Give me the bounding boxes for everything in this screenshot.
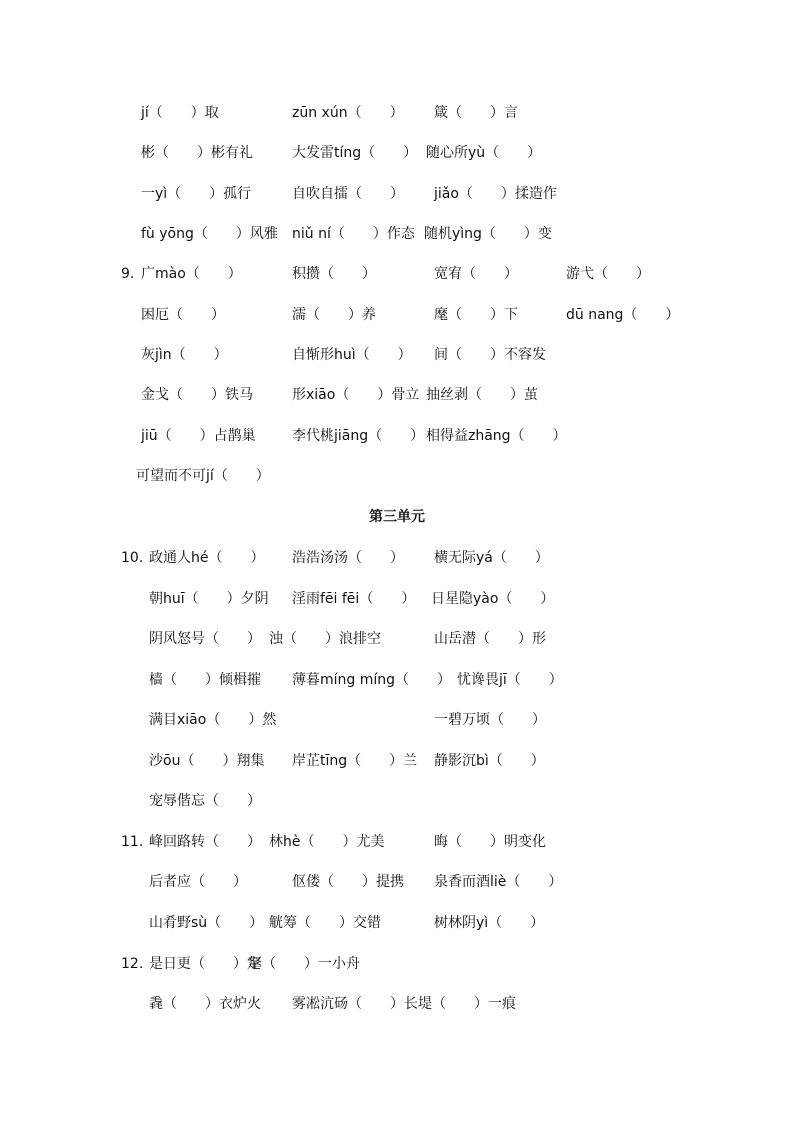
exercise-item: 晦（ ）明变化	[434, 834, 546, 850]
exercise-item: 抽丝剥（ ）茧	[426, 387, 538, 403]
exercise-item: 广mào（ ）	[141, 266, 242, 282]
exercise-row	[0, 224, 794, 244]
exercise-item: 静影沉bì（ ）	[434, 753, 545, 769]
exercise-item: 可望而不可jí（ ）	[136, 468, 270, 484]
exercise-item: 间（ ）不容发	[434, 347, 546, 363]
exercise-item: 濡（ ）养	[292, 307, 376, 323]
exercise-item: 横无际yá（ ）	[434, 550, 549, 566]
exercise-item: 日星隐yào（ ）	[431, 591, 555, 607]
exercise-item: 随心所yù（ ）	[426, 145, 542, 161]
exercise-item: 拏（ ）一小舟	[248, 956, 360, 972]
exercise-item: 林hè（ ）尤美	[269, 834, 385, 850]
exercise-item: 觥筹（ ）交错	[269, 915, 381, 931]
exercise-row	[0, 710, 794, 730]
exercise-item: 忧谗畏jī（ ）	[457, 672, 563, 688]
exercise-item: 积攒（ ）	[292, 266, 376, 282]
exercise-item: 峰回路转（ ）	[149, 834, 261, 850]
exercise-row	[0, 548, 794, 568]
exercise-item: dū nang（ ）	[566, 307, 680, 323]
exercise-item: 相得益zhāng（ ）	[426, 428, 567, 444]
exercise-item: 自惭形huì（ ）	[292, 347, 412, 363]
exercise-item: 宠辱偕忘（ ）	[149, 793, 261, 809]
exercise-item: 一yì（ ）孤行	[141, 186, 252, 202]
exercise-row	[0, 832, 794, 852]
exercise-item: 随机yìng（ ）变	[424, 226, 552, 242]
exercise-item: 雾凇沆砀（ ）长堤（ ）一痕	[292, 996, 516, 1012]
exercise-row	[0, 385, 794, 405]
exercise-item: zūn xún（ ）	[292, 105, 404, 121]
exercise-item: 政通人hé（ ）	[149, 550, 265, 566]
exercise-row	[0, 872, 794, 892]
exercise-row	[0, 994, 794, 1014]
exercise-item: 灰jìn（ ）	[141, 347, 228, 363]
exercise-item: 李代桃jiāng（ ）	[292, 428, 425, 444]
exercise-item: 岸芷tīng（ ）兰	[292, 753, 418, 769]
exercise-item: 沙ōu（ ）翔集	[149, 753, 265, 769]
exercise-row	[0, 751, 794, 771]
exercise-item: 困厄（ ）	[141, 307, 225, 323]
question-number: 9.	[121, 266, 135, 282]
exercise-item: 薄暮míng míng（ ）	[292, 672, 452, 688]
exercise-item: 浊（ ）浪排空	[269, 631, 381, 647]
exercise-row	[0, 954, 794, 974]
exercise-item: 满目xiāo（ ）然	[149, 712, 277, 728]
exercise-item: 后者应（ ）	[149, 874, 247, 890]
exercise-item: 伛偻（ ）提携	[292, 874, 404, 890]
exercise-item: jiǎo（ ）揉造作	[434, 186, 557, 202]
section-title: 第三单元	[369, 509, 425, 525]
exercise-item: 淫雨fēi fēi（ ）	[292, 591, 416, 607]
exercise-item: fù yōng（ ）风雅	[141, 226, 278, 242]
exercise-row	[0, 143, 794, 163]
exercise-row	[0, 426, 794, 446]
exercise-item: 樯（ ）倾楫摧	[149, 672, 261, 688]
exercise-row	[0, 913, 794, 933]
question-number: 10.	[121, 550, 144, 566]
exercise-item: 游弋（ ）	[566, 266, 650, 282]
exercise-row	[0, 589, 794, 609]
exercise-row	[0, 184, 794, 204]
exercise-row	[0, 791, 794, 811]
exercise-item: 浩浩汤汤（ ）	[292, 550, 404, 566]
exercise-item: 宽宥（ ）	[434, 266, 518, 282]
exercise-row	[0, 670, 794, 690]
exercise-row	[0, 103, 794, 123]
exercise-row	[0, 466, 794, 486]
exercise-item: 山岳潜（ ）形	[434, 631, 546, 647]
question-number: 12.	[121, 956, 144, 972]
exercise-item: 彬（ ）彬有礼	[141, 145, 253, 161]
exercise-row	[0, 629, 794, 649]
exercise-item: 泉香而酒liè（ ）	[434, 874, 563, 890]
exercise-item: 是日更（ ）定	[149, 956, 261, 972]
exercise-item: 阴风怒号（ ）	[149, 631, 261, 647]
exercise-row	[0, 264, 794, 284]
exercise-item: 一碧万顷（ ）	[434, 712, 546, 728]
exercise-item: 大发雷tíng（ ）	[292, 145, 418, 161]
exercise-item: jiū（ ）占鹊巢	[141, 428, 256, 444]
exercise-item: 树林阴yì（ ）	[434, 915, 545, 931]
exercise-item: jí（ ）取	[141, 105, 219, 121]
exercise-item: 箴（ ）言	[434, 105, 518, 121]
exercise-item: 金戈（ ）铁马	[141, 387, 253, 403]
exercise-item: 山肴野sù（ ）	[149, 915, 264, 931]
question-number: 11.	[121, 834, 144, 850]
exercise-row	[0, 305, 794, 325]
exercise-row	[0, 345, 794, 365]
exercise-item: 形xiāo（ ）骨立	[292, 387, 420, 403]
exercise-item: niǔ ní（ ）作态	[292, 226, 415, 242]
exercise-item: 自吹自擂（ ）	[292, 186, 404, 202]
exercise-item: 朝huī（ ）夕阴	[149, 591, 269, 607]
exercise-item: 毳（ ）衣炉火	[149, 996, 261, 1012]
exercise-item: 麾（ ）下	[434, 307, 518, 323]
